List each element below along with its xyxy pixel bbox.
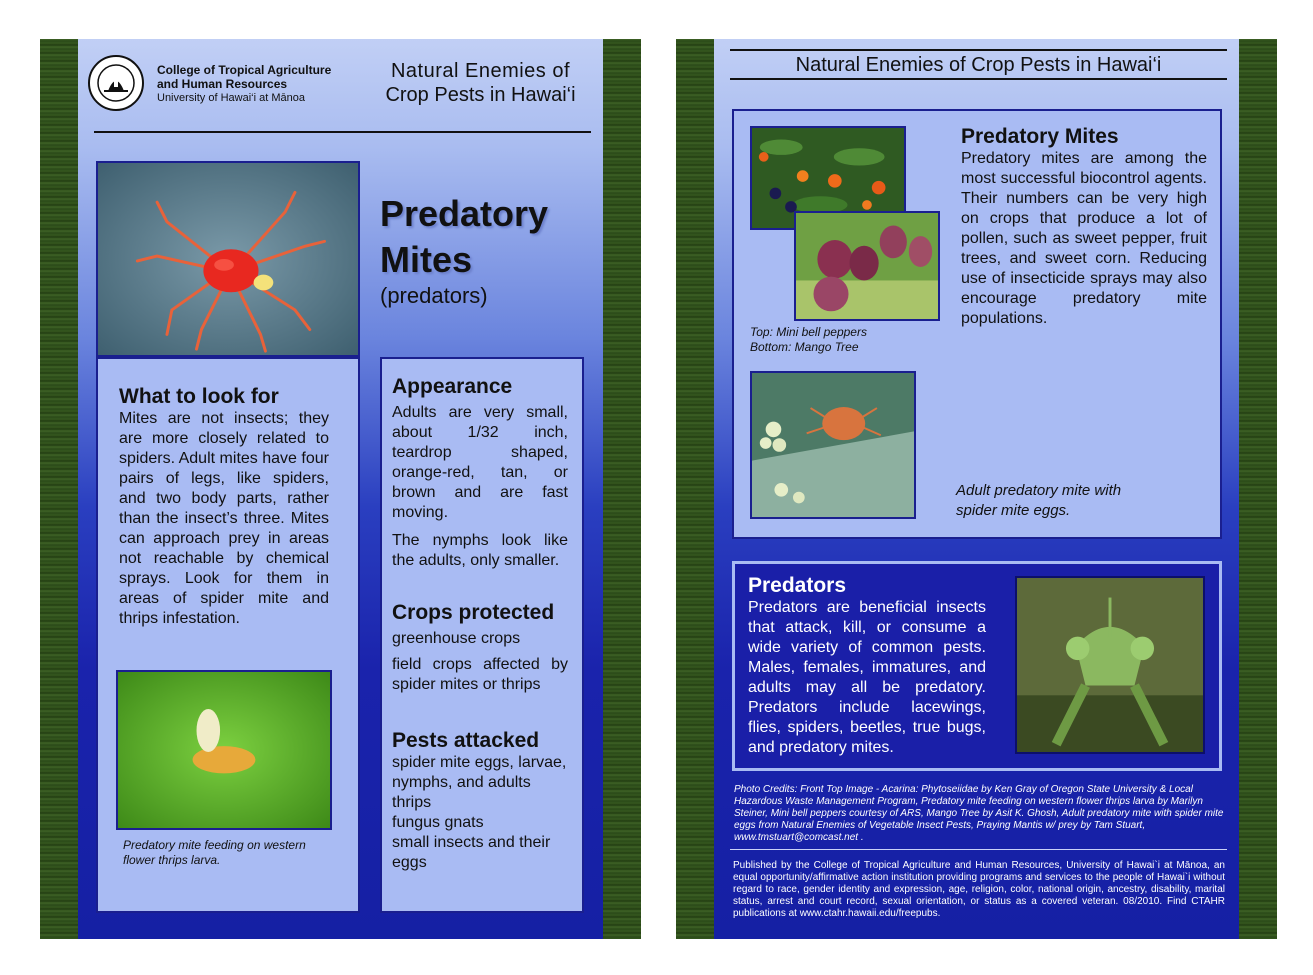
predators-text: Predators are beneficial insects that attack, kill, or consume a wide variety of common pests. Males, females, immatures, and adults may all be predatory. Predators include lacewings, flies, spiders, beetles, true bugs, and predatory mites. xyxy=(748,599,986,756)
crops-item-2: field crops affected by spider mites or thrips xyxy=(392,656,568,693)
left-page xyxy=(40,39,641,939)
predatory-mites-text: Predatory mites are among the most successful biocontrol agents. Their numbers can be very high on crops that produce a lot of pollen, such as sweet pepper, fruit trees, and sweet corn. Reducing use of insecticide sprays may also encourage predatory mite populations. xyxy=(961,150,1207,327)
predators-box xyxy=(732,561,1222,771)
pests-line-6: eggs xyxy=(392,854,427,871)
pests-line-2: nymphs, and adults xyxy=(392,774,531,791)
left-page-content xyxy=(78,39,603,939)
right-page-content xyxy=(714,39,1239,939)
institution-line1: College of Tropical Agriculture xyxy=(157,63,332,77)
institution-line2: and Human Resources xyxy=(157,77,288,91)
header-rule-top xyxy=(730,49,1227,51)
predators-heading: Predators xyxy=(748,574,847,597)
crops-protected-heading: Crops protected xyxy=(392,601,555,624)
what-to-look-for-text: Mites are not insects; they are more closely related to spiders. Adult mites have four pairs of legs, like spiders, and two body parts, rather than the insect’s three. Mites can approach prey in areas not reachable by chemical sprays. Look for them in areas of spider mite and thrips infestation. xyxy=(119,410,329,627)
what-to-look-for-box xyxy=(96,357,360,913)
pests-line-5: small insects and their xyxy=(392,834,551,851)
pests-line-3: thrips xyxy=(392,794,432,811)
main-title-line2: Mites xyxy=(380,239,473,280)
photo-credits: Photo Credits: Front Top Image - Acarina: Phytoseiidae by Ken Gray of Oregon State University & Local Hazardous Waste Management Program, Predatory mite feeding on western flower thrips larva by Marilyn Steiner, Mini bell peppers courtesy of ARS, Mango Tree by Asit K. Ghosh, Adult predatory mite with spider mite eggs from Natural Enemies of Vegetable Insect Pests, Praying Mantis w/ prey by Tam Stuart, www.tmstuart@comcast.net . xyxy=(734,784,1224,843)
right-wood-border xyxy=(603,39,641,939)
caption-bottom: Bottom: Mango Tree xyxy=(750,340,859,354)
appearance-text-2: The nymphs look like the adults, only smaller. xyxy=(392,532,568,569)
appearance-text-1: Adults are very small, about 1/32 inch, teardrop shaped, orange-red, tan, or brown and are fast moving. xyxy=(392,404,568,521)
subtitle: (predators) xyxy=(380,283,488,308)
adult-mite-caption: Adult predatory mite with spider mite eggs. xyxy=(956,482,1122,519)
caption-top: Top: Mini bell peppers xyxy=(750,325,867,339)
header-rule-bottom xyxy=(730,78,1227,80)
predatory-mites-heading: Predatory Mites xyxy=(961,125,1119,148)
right-header-title: Natural Enemies of Crop Pests in Hawai‘i xyxy=(795,54,1162,76)
mite-feeding-photo xyxy=(116,670,332,830)
series-title-line2: Crop Pests in Hawai‘i xyxy=(385,84,576,106)
header-rule xyxy=(94,131,591,133)
mango-tree-photo xyxy=(794,211,940,321)
credits-divider xyxy=(730,849,1227,850)
crops-item-1: greenhouse crops xyxy=(392,630,521,647)
published-statement: Published by the College of Tropical Agriculture and Human Resources, University of Hawai`i at Mānoa, an equal opportunity/affirmative action institution providing programs and services to the people of Hawai`i without regard to race, gender identity and expression, age, religion, color, national origin, ancestry, disability, marital status, arrest and court record, sexual orientation, or status as a covered veteran. 08/2010. Find CTAHR publications at www.ctahr.hawaii.edu/freepubs. xyxy=(733,860,1225,919)
adult-mite-photo xyxy=(750,371,916,519)
left-wood-border xyxy=(40,39,78,939)
details-box xyxy=(380,357,584,913)
university-seal-icon xyxy=(88,55,144,111)
predatory-mites-box xyxy=(732,109,1222,539)
right-page xyxy=(676,39,1277,939)
pests-line-1: spider mite eggs, larvae, xyxy=(392,754,567,771)
mite-feeding-caption: Predatory mite feeding on western flower thrips larva. xyxy=(123,838,306,867)
left-wood-border xyxy=(676,39,714,939)
predatory-mite-photo xyxy=(96,161,360,357)
main-title-line1: Predatory xyxy=(380,193,549,234)
what-to-look-for-heading: What to look for xyxy=(119,385,279,408)
series-title-line1: Natural Enemies of xyxy=(390,60,571,82)
praying-mantis-photo xyxy=(1015,576,1205,754)
pests-attacked-heading: Pests attacked xyxy=(392,729,540,752)
institution-line3: University of Hawai‘i at Mānoa xyxy=(157,92,305,104)
appearance-heading: Appearance xyxy=(392,375,513,398)
right-wood-border xyxy=(1239,39,1277,939)
pests-line-4: fungus gnats xyxy=(392,814,484,831)
